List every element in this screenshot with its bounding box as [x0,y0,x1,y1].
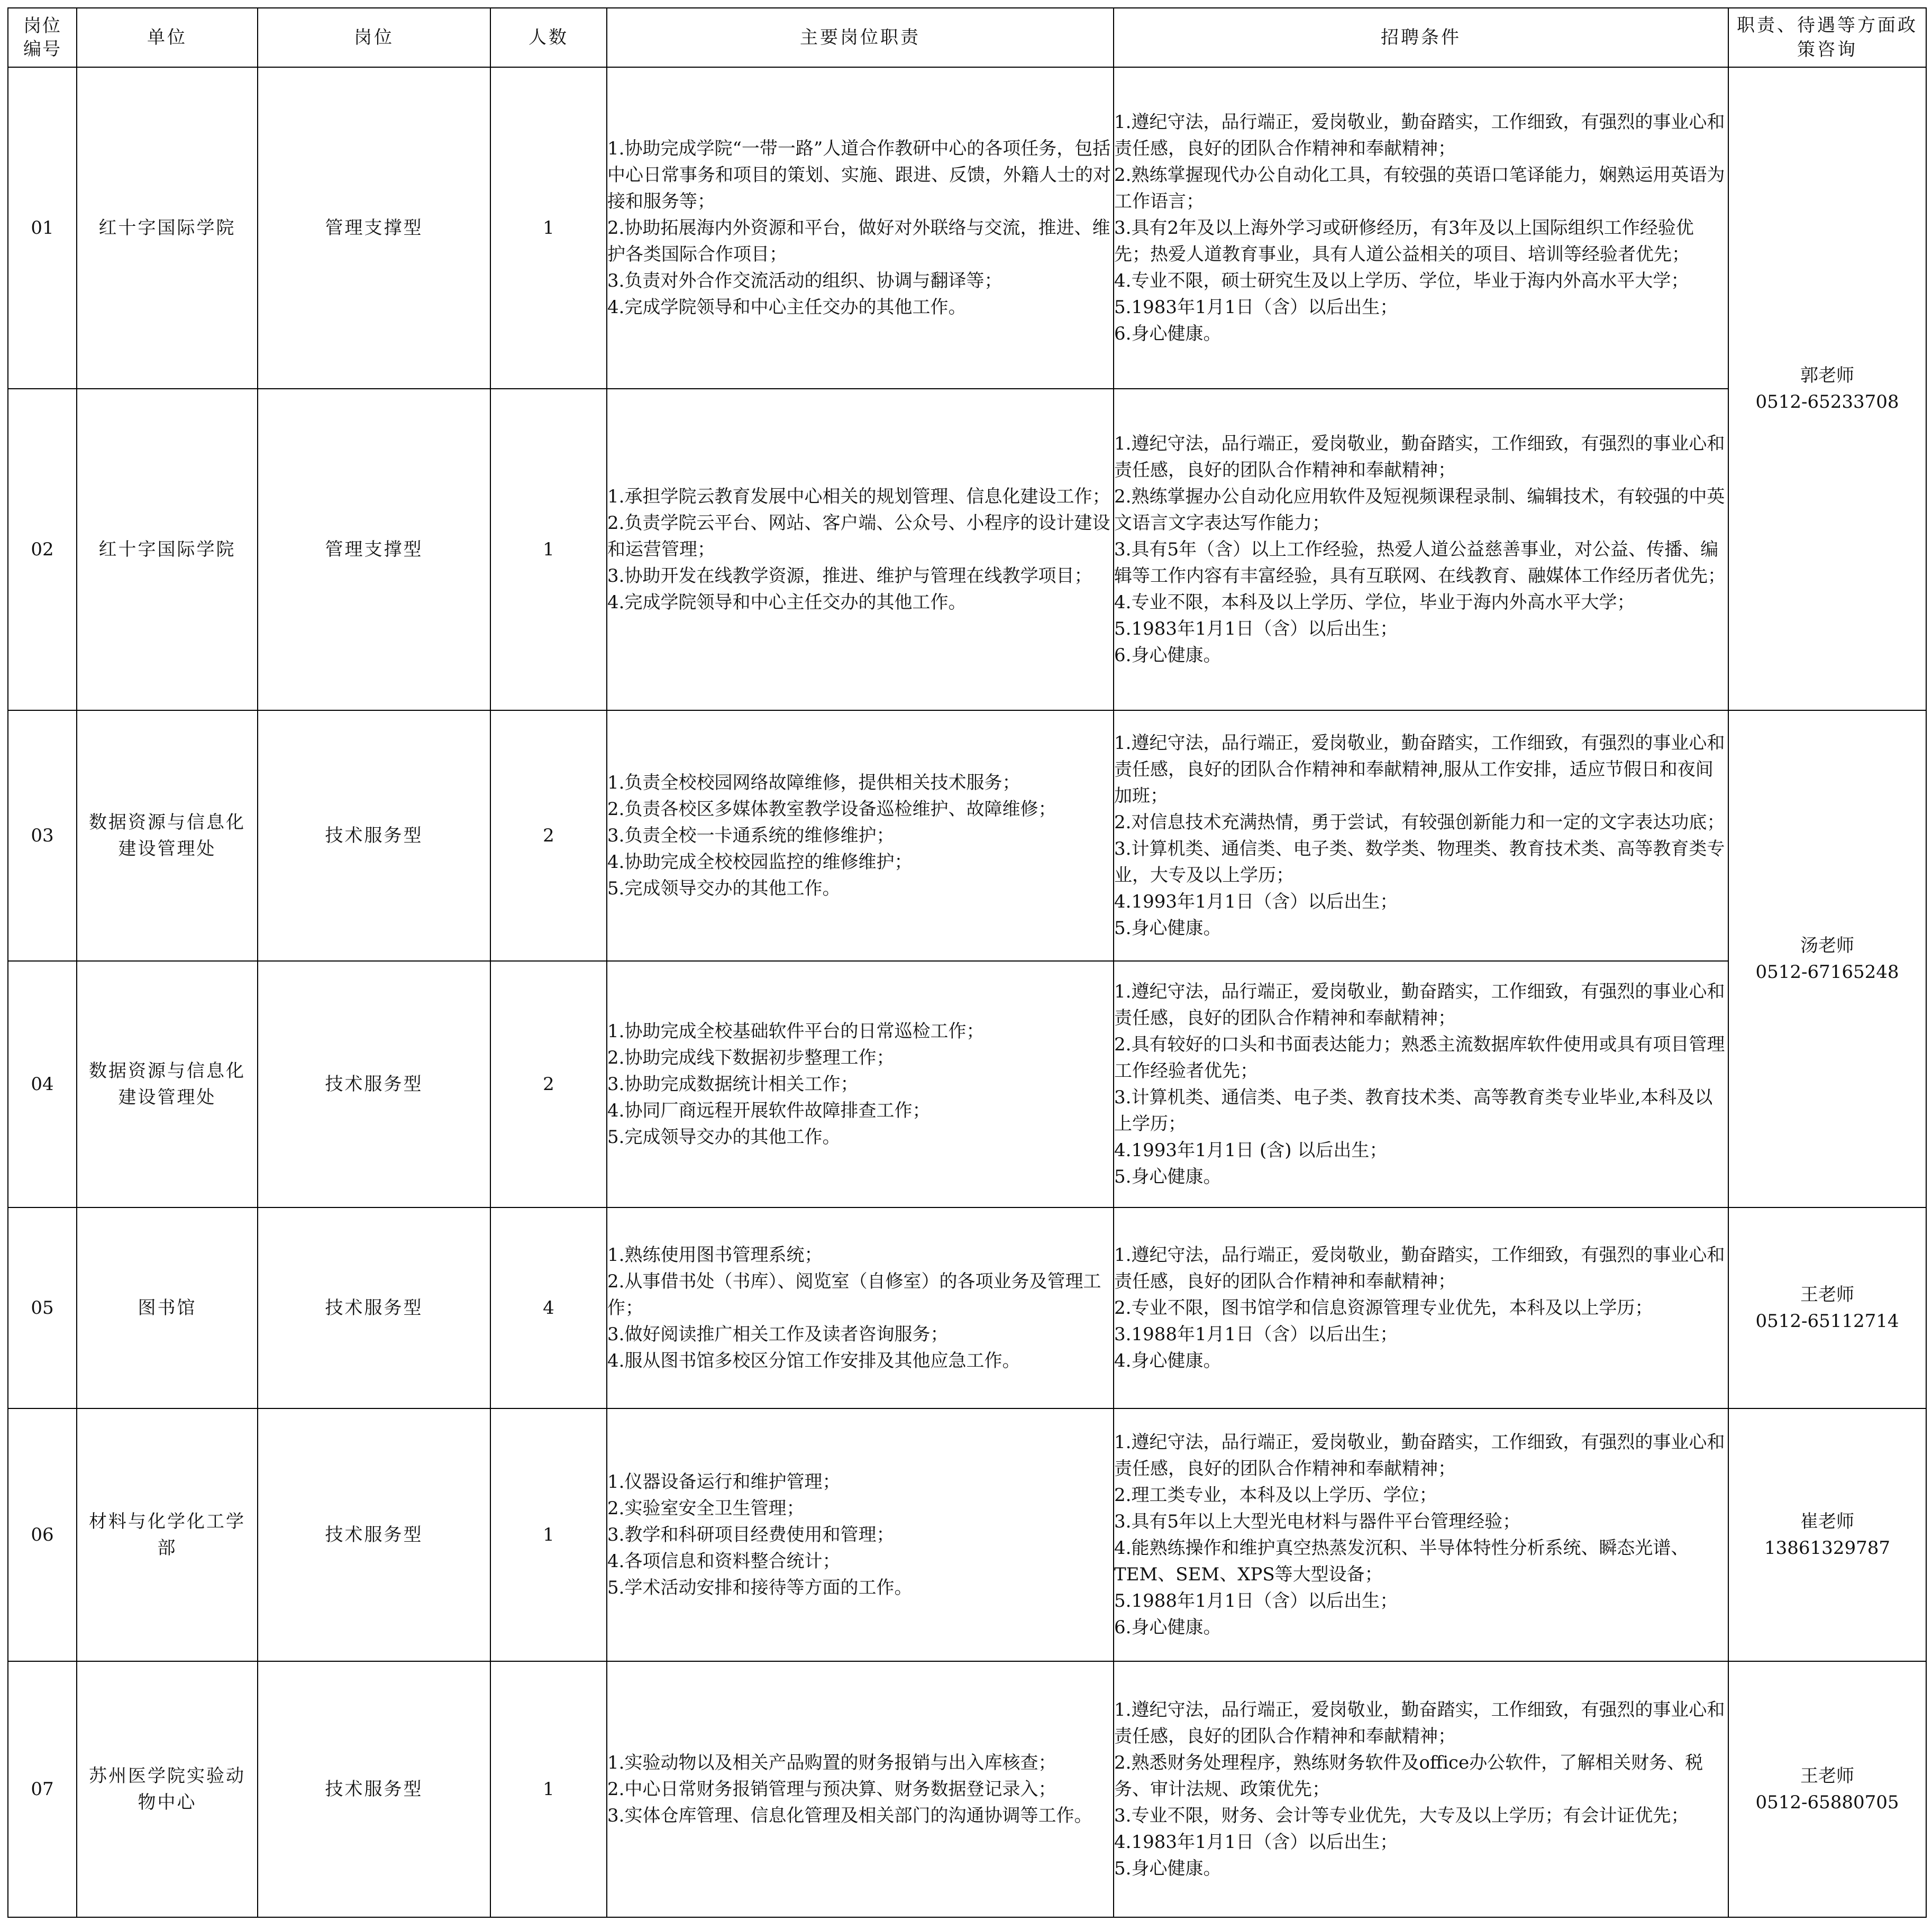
duty-line: 1.协助完成学院“一带一路”人道合作教研中心的各项任务，包括中心日常事务和项目的策划、实施、跟进、反馈，外籍人士的对接和服务等； [607,138,1111,212]
unit-name: 红十字国际学院 [77,389,258,710]
duty-line: 5.完成领导交办的其他工作。 [607,1127,841,1148]
post-id: 06 [8,1408,77,1661]
duties-cell [607,389,1114,710]
post-type: 管理支撑型 [258,389,490,710]
duty-line: 4.协助完成全校校园监控的维修维护； [607,852,913,873]
requirements-cell [1114,1207,1728,1408]
contact-name: 崔老师 [1800,1511,1854,1532]
headcount: 1 [490,67,607,389]
unit-name: 苏州医学院实验动物中心 [77,1661,258,1917]
contact-name: 郭老师 [1800,365,1854,386]
unit-name: 数据资源与信息化建设管理处 [77,710,258,961]
requirement-line: 6.身心健康。 [1114,323,1222,344]
duty-line: 1.负责全校校园网络故障维修，提供相关技术服务； [607,772,1020,793]
table-row [8,710,1926,961]
post-type: 技术服务型 [258,961,490,1207]
duty-line: 2.负责各校区多媒体教室教学设备巡检维护、故障维修； [607,799,1056,820]
duty-line: 4.服从图书馆多校区分馆工作安排及其他应急工作。 [607,1350,1020,1371]
headcount: 4 [490,1207,607,1408]
requirement-line: 5.1983年1月1日（含）以后出生； [1114,297,1398,318]
requirement-line: 3.具有2年及以上海外学习或研修经历，有3年及以上国际组织工作经验优先；热爱人道教育事业，具有人道公益相关的项目、培训等经验者优先； [1114,217,1694,265]
requirement-line: 6.身心健康。 [1114,645,1222,666]
duty-line: 4.完成学院领导和中心主任交办的其他工作。 [607,297,967,318]
contact-cell [1728,1661,1926,1917]
table-row [8,1408,1926,1661]
post-type: 技术服务型 [258,1408,490,1661]
requirement-line: 2.熟练掌握现代办公自动化工具，有较强的英语口笔译能力，娴熟运用英语为工作语言； [1114,164,1725,212]
duty-line: 3.负责全校一卡通系统的维修维护； [607,825,895,846]
requirements-cell [1114,389,1728,710]
contact-phone: 13861329787 [1764,1537,1890,1559]
headcount: 1 [490,1661,607,1917]
duty-line: 1.熟练使用图书管理系统； [607,1244,823,1266]
table-row [8,67,1926,389]
duty-line: 2.协助完成线下数据初步整理工作； [607,1047,895,1068]
duties-cell [607,67,1114,389]
post-id: 02 [8,389,77,710]
requirements-cell [1114,1661,1728,1917]
post-id: 04 [8,961,77,1207]
requirements-cell [1114,1408,1728,1661]
duty-line: 2.从事借书处（书库）、阅览室（自修室）的各项业务及管理工作； [607,1271,1101,1319]
duties-cell [607,1408,1114,1661]
table-row [8,389,1926,710]
requirement-line: 3.具有5年以上大型光电材料与器件平台管理经验； [1114,1511,1521,1532]
requirement-line: 1.遵纪守法，品行端正，爱岗敬业，勤奋踏实，工作细致，有强烈的事业心和责任感，良好的团队合作精神和奉献精神； [1114,981,1725,1029]
duty-line: 4.各项信息和资料整合统计； [607,1551,841,1572]
requirement-line: 3.专业不限，财务、会计等专业优先，大专及以上学历；有会计证优先； [1114,1805,1689,1826]
requirement-line: 3.具有5年（含）以上工作经验，热爱人道公益慈善事业，对公益、传播、编辑等工作内容有丰富经验，具有互联网、在线教育、融媒体工作经历者优先； [1114,539,1726,587]
requirement-line: 1.遵纪守法，品行端正，爱岗敬业，勤奋踏实，工作细致，有强烈的事业心和责任感，良好的团队合作精神和奉献精神,服从工作安排，适应节假日和夜间加班； [1114,733,1725,807]
post-type: 技术服务型 [258,1207,490,1408]
requirement-line: 5.身心健康。 [1114,1858,1222,1879]
post-id: 03 [8,710,77,961]
duty-line: 3.教学和科研项目经费使用和管理； [607,1524,895,1545]
contact-cell [1728,1408,1926,1661]
requirement-line: 6.身心健康。 [1114,1617,1222,1638]
duty-line: 5.学术活动安排和接待等方面的工作。 [607,1577,913,1598]
duties-cell [607,1661,1114,1917]
requirements-cell [1114,67,1728,389]
requirement-line: 4.能熟练操作和维护真空热蒸发沉积、半导体特性分析系统、瞬态光谱、TEM、SEM、XPS等大型设备； [1114,1537,1689,1585]
duty-line: 2.协助拓展海内外资源和平台，做好对外联络与交流，推进、维护各类国际合作项目； [607,217,1110,265]
requirement-line: 1.遵纪守法，品行端正，爱岗敬业，勤奋踏实，工作细致，有强烈的事业心和责任感，良好的团队合作精神和奉献精神； [1114,433,1725,481]
table-row [8,961,1926,1207]
contact-name: 王老师 [1800,1284,1854,1305]
unit-name: 图书馆 [77,1207,258,1408]
requirement-line: 5.1983年1月1日（含）以后出生； [1114,618,1398,639]
duties-cell [607,961,1114,1207]
duty-line: 1.协助完成全校基础软件平台的日常巡检工作； [607,1021,985,1042]
post-type: 技术服务型 [258,710,490,961]
requirement-line: 4.1993年1月1日（含）以后出生； [1114,891,1398,912]
requirement-line: 2.专业不限，图书馆学和信息资源管理专业优先，本科及以上学历； [1114,1297,1653,1319]
requirement-line: 2.具有较好的口头和书面表达能力；熟悉主流数据库软件使用或具有项目管理工作经验者优先； [1114,1034,1725,1082]
header-requirements: 招聘条件 [1114,8,1728,67]
requirement-line: 2.熟练掌握办公自动化应用软件及短视频课程录制、编辑技术，有较强的中英文语言文字表达写作能力； [1114,486,1725,534]
header-count: 人数 [490,8,607,67]
post-id: 05 [8,1207,77,1408]
requirement-line: 4.专业不限，硕士研究生及以上学历、学位，毕业于海内外高水平大学； [1114,270,1689,291]
requirement-line: 1.遵纪守法，品行端正，爱岗敬业，勤奋踏实，工作细致，有强烈的事业心和责任感，良好的团队合作精神和奉献精神； [1114,1699,1725,1747]
contact-name: 王老师 [1800,1765,1854,1787]
headcount: 1 [490,1408,607,1661]
contact-cell [1728,67,1926,710]
post-id: 01 [8,67,77,389]
duty-line: 1.实验动物以及相关产品购置的财务报销与出入库核查； [607,1752,1056,1773]
duty-line: 3.做好阅读推广相关工作及读者咨询服务； [607,1324,949,1345]
requirement-line: 2.熟悉财务处理程序，熟练财务软件及office办公软件，了解相关财务、税务、审计法规、政策优先； [1114,1752,1703,1800]
duty-line: 3.协助开发在线教学资源，推进、维护与管理在线教学项目； [607,565,1092,587]
header-unit: 单位 [77,8,258,67]
requirement-line: 5.身心健康。 [1114,1166,1222,1187]
header-id: 岗位编号 [8,8,77,67]
contact-phone: 0512-65233708 [1755,391,1899,413]
duty-line: 3.协助完成数据统计相关工作； [607,1074,859,1095]
requirements-cell [1114,961,1728,1207]
requirement-line: 1.遵纪守法，品行端正，爱岗敬业，勤奋踏实，工作细致，有强烈的事业心和责任感，良好的团队合作精神和奉献精神； [1114,1244,1725,1292]
requirement-line: 4.专业不限，本科及以上学历、学位，毕业于海内外高水平大学； [1114,592,1635,613]
post-type: 管理支撑型 [258,67,490,389]
duties-cell [607,710,1114,961]
requirement-line: 3.1988年1月1日（含）以后出生； [1114,1324,1398,1345]
requirement-line: 5.1988年1月1日（含）以后出生； [1114,1590,1398,1612]
duty-line: 4.协同厂商远程开展软件故障排查工作； [607,1100,931,1121]
requirement-line: 4.1983年1月1日（含）以后出生； [1114,1832,1398,1853]
duty-line: 3.负责对外合作交流活动的组织、协调与翻译等； [607,270,1003,291]
header-contact: 职责、待遇等方面政策咨询 [1728,8,1926,67]
duty-line: 5.完成领导交办的其他工作。 [607,878,841,899]
requirement-line: 3.计算机类、通信类、电子类、数学类、物理类、教育技术类、高等教育类专业，大专及以上学历； [1114,838,1725,886]
headcount: 2 [490,961,607,1207]
recruitment-table [7,7,1927,1918]
requirement-line: 4.1993年1月1日 (含) 以后出生； [1114,1140,1388,1161]
requirement-line: 1.遵纪守法，品行端正，爱岗敬业，勤奋踏实，工作细致，有强烈的事业心和责任感，良好的团队合作精神和奉献精神； [1114,112,1725,159]
unit-name: 红十字国际学院 [77,67,258,389]
contact-phone: 0512-67165248 [1755,962,1899,983]
table-row [8,1661,1926,1917]
headcount: 1 [490,389,607,710]
post-id: 07 [8,1661,77,1917]
unit-name: 数据资源与信息化建设管理处 [77,961,258,1207]
contact-phone: 0512-65880705 [1755,1792,1899,1813]
header-row [8,8,1926,67]
table-row [8,1207,1926,1408]
requirement-line: 2.对信息技术充满热情，勇于尝试，有较强创新能力和一定的文字表达功底； [1114,812,1725,833]
requirement-line: 2.理工类专业，本科及以上学历、学位； [1114,1485,1437,1506]
header-duties: 主要岗位职责 [607,8,1114,67]
duty-line: 2.实验室安全卫生管理； [607,1498,805,1519]
duties-cell [607,1207,1114,1408]
unit-name: 材料与化学化工学部 [77,1408,258,1661]
post-type: 技术服务型 [258,1661,490,1917]
duty-line: 1.仪器设备运行和维护管理； [607,1471,841,1493]
headcount: 2 [490,710,607,961]
requirement-line: 5.身心健康。 [1114,918,1222,939]
duty-line: 2.中心日常财务报销管理与预决算、财务数据登记录入； [607,1779,1056,1800]
requirement-line: 4.身心健康。 [1114,1350,1222,1371]
requirement-line: 3.计算机类、通信类、电子类、教育技术类、高等教育类专业毕业,本科及以上学历； [1114,1087,1713,1134]
contact-name: 汤老师 [1800,935,1854,956]
duty-line: 3.实体仓库管理、信息化管理及相关部门的沟通协调等工作。 [607,1805,1092,1826]
contact-cell [1728,710,1926,1207]
header-post: 岗位 [258,8,490,67]
contact-cell [1728,1207,1926,1408]
duty-line: 2.负责学院云平台、网站、客户端、公众号、小程序的设计建设和运营管理； [607,512,1110,560]
duty-line: 4.完成学院领导和中心主任交办的其他工作。 [607,592,967,613]
requirement-line: 1.遵纪守法，品行端正，爱岗敬业，勤奋踏实，工作细致，有强烈的事业心和责任感，良好的团队合作精神和奉献精神； [1114,1432,1725,1479]
contact-phone: 0512-65112714 [1755,1311,1899,1332]
duty-line: 1.承担学院云教育发展中心相关的规划管理、信息化建设工作； [607,486,1110,507]
requirements-cell [1114,710,1728,961]
